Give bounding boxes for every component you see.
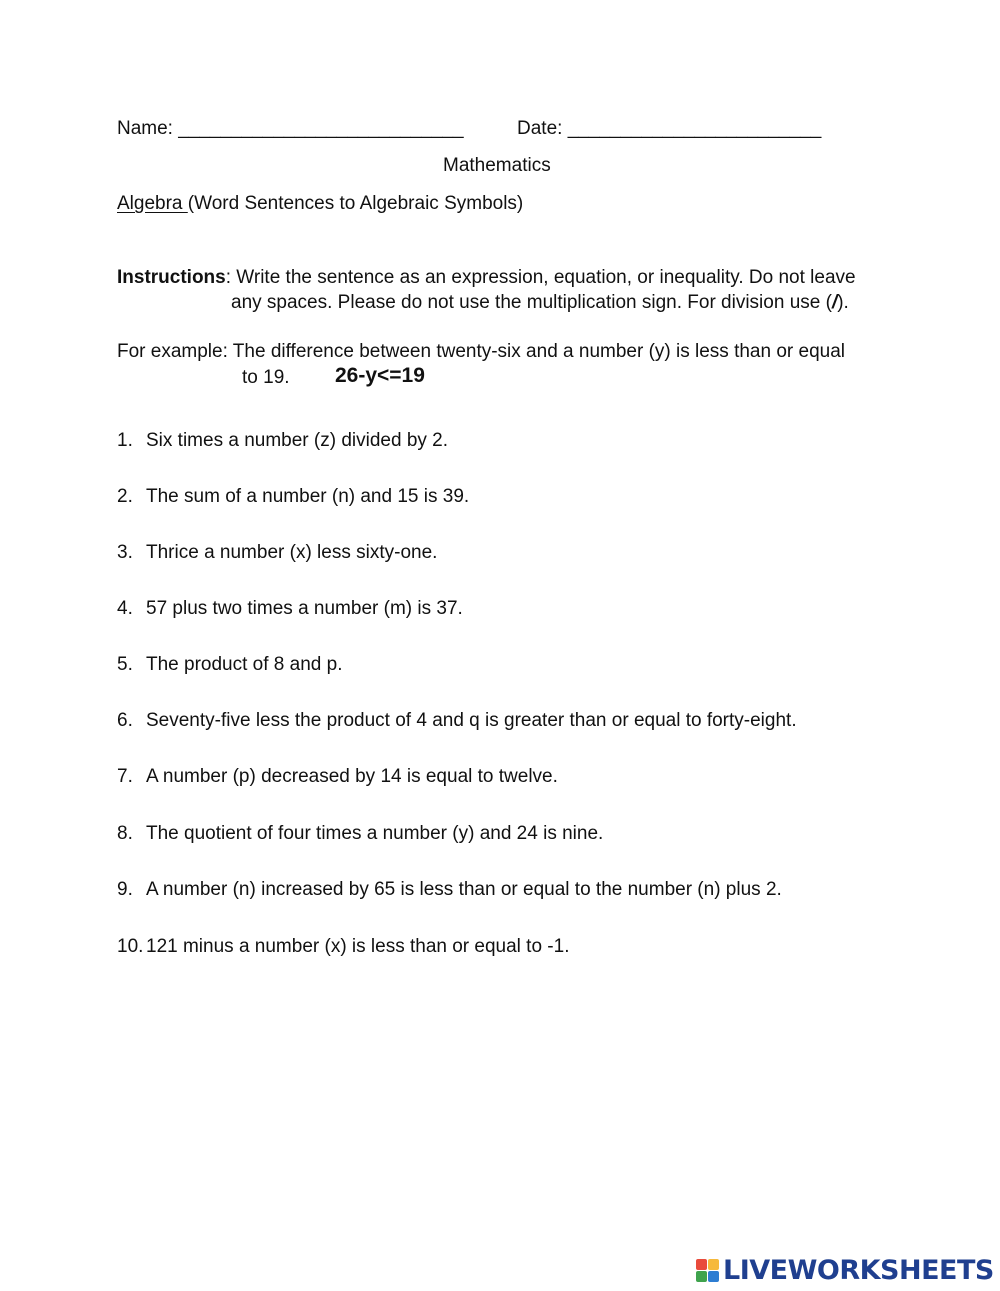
example-line-1: For example: The difference between twenty-six and a number (y) is less than or equal <box>117 341 846 362</box>
name-line <box>117 117 464 141</box>
instructions-text-2: any spaces. Please do not use the multiplication sign. For division use ( <box>231 292 832 313</box>
question-text: Seventy-five less the product of 4 and q is greater than or equal to forty-eight. <box>146 710 797 731</box>
instructions-line-1 <box>117 266 856 290</box>
subject-title: Mathematics <box>443 155 551 176</box>
question-text: A number (n) increased by 65 is less than or equal to the number (n) plus 2. <box>146 879 782 900</box>
topic-underlined: Algebra <box>117 193 188 214</box>
date-line <box>517 117 821 141</box>
question-number: 2. <box>117 486 133 507</box>
question-number: 9. <box>117 879 133 900</box>
question-text: The sum of a number (n) and 15 is 39. <box>146 486 470 507</box>
question-number: 8. <box>117 823 133 844</box>
question-text: The product of 8 and p. <box>146 654 343 675</box>
example-answer: 26-y<=19 <box>335 364 425 387</box>
question-text: The quotient of four times a number (y) and 24 is nine. <box>146 823 604 844</box>
logo-block <box>696 1271 707 1282</box>
name-blank[interactable]: ___________________________ <box>178 118 464 139</box>
question-number: 5. <box>117 654 133 675</box>
instructions-text-1: : Write the sentence as an expression, equation, or inequality. Do not leave <box>225 267 856 288</box>
question-item <box>117 935 569 959</box>
logo-block <box>696 1259 707 1270</box>
topic-line <box>117 192 523 216</box>
instructions-label: Instructions <box>117 267 226 288</box>
date-blank[interactable]: ________________________ <box>567 118 822 139</box>
example-line-2: to 19. <box>242 367 290 388</box>
question-item <box>117 429 448 453</box>
instructions-line-2 <box>231 291 849 315</box>
name-label: Name: <box>117 118 173 139</box>
question-text: 121 minus a number (x) is less than or equal to -1. <box>146 936 570 957</box>
topic-rest: (Word Sentences to Algebraic Symbols) <box>187 193 524 214</box>
question-item <box>117 709 797 733</box>
logo-text: LIVEWORKSHEETS <box>723 1254 994 1286</box>
question-item <box>117 765 558 789</box>
question-item <box>117 485 469 509</box>
instructions-text-3: ). <box>837 292 849 313</box>
question-number: 6. <box>117 710 133 731</box>
question-item <box>117 878 782 902</box>
liveworksheets-logo <box>696 1253 994 1287</box>
question-text: A number (p) decreased by 14 is equal to twelve. <box>146 766 558 787</box>
question-item <box>117 541 437 565</box>
question-number: 10. <box>117 936 144 957</box>
question-text: Thrice a number (x) less sixty-one. <box>146 542 438 563</box>
question-number: 1. <box>117 430 133 451</box>
question-text: 57 plus two times a number (m) is 37. <box>146 598 463 619</box>
question-number: 3. <box>117 542 133 563</box>
question-item <box>117 653 342 677</box>
question-item <box>117 822 603 846</box>
logo-block <box>708 1259 719 1270</box>
question-number: 7. <box>117 766 133 787</box>
question-item <box>117 597 463 621</box>
logo-icon <box>696 1259 719 1282</box>
logo-block <box>708 1271 719 1282</box>
question-number: 4. <box>117 598 133 619</box>
division-symbol: / <box>831 292 838 313</box>
date-label: Date: <box>517 118 563 139</box>
question-text: Six times a number (z) divided by 2. <box>146 430 449 451</box>
